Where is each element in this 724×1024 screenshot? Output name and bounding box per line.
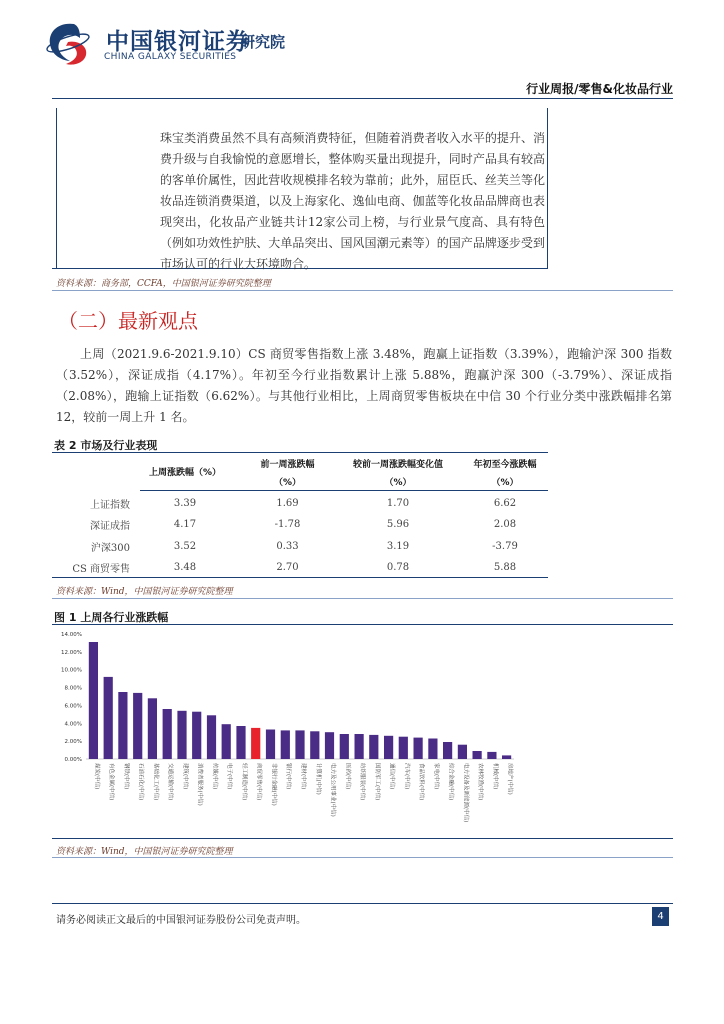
x-tick-label: 家电(中信) [432,763,439,790]
table-row-label: 上证指数 [90,500,130,511]
chart-title: 图 1 上周各行业涨跌幅 [54,611,169,624]
x-tick-label: 纺织服装(中信) [359,763,366,801]
bar-家电(中信) [428,739,437,760]
table-header-col1: 上周涨跌幅（%） [148,468,222,478]
table-header-col3-unit: （%） [384,478,412,488]
x-tick-label: 煤炭(中信) [93,763,100,790]
y-tick-label: 2.00% [64,739,82,746]
bar-有色金属(中信) [104,677,113,759]
table-cell: 3.39 [173,498,197,509]
table-caption: 表 2 市场及行业表现 [54,439,158,452]
chart-source-underline [52,857,673,858]
page-number: 4 [652,907,669,926]
text-box-left-border [56,108,57,268]
y-tick-label: 0.00% [64,757,82,763]
table-cell: 3.52 [173,541,197,552]
report-type: 行业周报/零售&化妆品行业 [526,82,673,96]
table-source-underline [52,598,673,599]
x-tick-label: 有色金属(中信) [108,763,115,801]
bar-机械(中信) [487,752,496,759]
bar-石油石化(中信) [133,693,142,759]
x-tick-label: 机械(中信) [491,763,498,790]
table-cell: 2.70 [276,562,299,573]
table-cell: 0.33 [276,541,299,552]
table-header-col2: 前一周涨跌幅 [260,460,315,470]
table-header-col4: 年初至今涨跌幅 [473,460,537,470]
x-tick-label: 电力及公用事业(中信) [329,763,336,817]
table-bottom-rule [52,577,548,578]
x-tick-label: 商贸零售(中信) [255,763,262,801]
bar-汽车(中信) [399,737,408,759]
x-tick-label: 基础化工(中信) [152,763,159,801]
source-underline [52,290,673,291]
x-tick-label: 农林牧渔(中信) [477,763,484,801]
x-tick-label: 综合金融(中信) [447,763,454,801]
chart-source: 资料来源：Wind，中国银河证券研究院整理 [56,847,233,857]
table-row-label: 沪深300 [90,543,130,554]
x-tick-label: 建筑(中信) [181,763,188,790]
bar-医药(中信) [340,734,349,759]
table-header-col2-unit: （%） [273,478,302,488]
x-tick-label: 钢铁(中信) [122,763,129,790]
footer-divider [52,903,673,904]
table-cell: 1.69 [276,498,299,509]
x-tick-label: 医药(中信) [344,763,351,790]
table-cell: -1.78 [274,519,301,530]
y-tick-label: 4.00% [64,721,82,728]
x-tick-label: 消费者服务(中信) [196,763,203,806]
bar-非银行金融(中信) [266,730,275,760]
section-title: （二）最新观点 [58,309,198,333]
x-tick-label: 房地产(中信) [506,763,513,795]
table-header-col4-unit: （%） [491,478,519,488]
x-tick-label: 银行(中信) [285,763,292,790]
table-cell: 3.48 [173,562,197,573]
bar-交通运输(中信) [163,709,172,759]
bar-电力设备及新能源(中信) [458,745,467,759]
table-row-label: CS 商贸零售 [72,564,130,575]
section-paragraph: 上周（2021.9.6-2021.9.10）CS 商贸零售指数上涨 3.48%，跑赢上证指数（3.39%），跑输沪深 300 指数（3.52%），深证成指（4.17%）。年初至今行业指数累计上涨 5.88%，跑赢沪深 300（-3.79%）、深证成指（2.08%），跑输上证指数（6.62%）。与其他行业相比，上周商贸零售板块在中信 30 个行业分类中涨跌幅排名第 12，较前一周上升 1 名。 [56,347,672,424]
industry-bar-chart [52,628,522,838]
table-cell: 4.17 [173,519,197,530]
table-cell: -3.79 [492,541,518,552]
y-tick-label: 10.00% [61,667,82,674]
table-cell: 3.19 [386,541,410,552]
bar-建材(中信) [295,730,304,759]
brand-name-en: CHINA GALAXY SECURITIES [104,52,237,62]
bar-通信(中信) [384,736,393,759]
company-logo-icon [44,20,92,66]
bar-电子(中信) [222,724,231,759]
table-cell: 6.62 [493,498,517,509]
bar-电力及公用事业(中信) [325,732,334,759]
x-tick-label: 计算机(中信) [314,763,321,795]
y-tick-label: 14.00% [61,632,82,638]
bar-银行(中信) [281,730,290,759]
bar-商贸零售(中信) [251,728,260,759]
bar-轻工制造(中信) [236,726,245,759]
y-tick-label: 12.00% [61,649,82,656]
bar-国防军工(中信) [369,735,378,759]
bar-建筑(中信) [177,711,186,759]
bar-消费者服务(中信) [192,712,201,759]
x-tick-label: 电力设备及新能源(中信) [462,763,469,823]
disclaimer-note: 请务必阅读正文最后的中国银河证券股份公司免责声明。 [56,915,306,926]
x-tick-label: 电子(中信) [226,763,233,790]
bar-煤炭(中信) [89,642,98,759]
text-box-paragraph: 珠宝类消费虽然不具有高频消费特征，但随着消费者收入水平的提升、消费升级与自我愉悦的意愿增长，整体购买量出现提升，同时产品具有较高的客单价属性，因此营收规模排名较为靠前；此外，屈臣氏、丝芙兰等化妆品连锁消费渠道，以及上海家化、逸仙电商、伽蓝等化妆品品牌商也表现突出，化妆品产业链共计12家公司上榜，与行业景气度高、具有特色（例如功效性护肤、大单品突出、国风国潮元素等）的国产品牌逐步受到市场认可的行业大环境吻合。 [160,131,545,271]
y-tick-label: 6.00% [64,703,82,710]
bar-房地产(中信) [502,755,511,759]
bar-传媒(中信) [207,715,216,759]
table-cell: 0.78 [386,562,410,573]
x-tick-label: 传媒(中信) [211,763,218,790]
x-tick-label: 石油石化(中信) [137,763,144,801]
bar-综合金融(中信) [443,742,452,759]
x-tick-label: 非银行金融(中信) [270,763,277,806]
x-tick-label: 交通运输(中信) [167,763,174,801]
x-tick-label: 建材(中信) [300,763,306,790]
x-tick-label: 国防军工(中信) [373,763,380,801]
bar-计算机(中信) [310,731,319,759]
bar-食品饮料(中信) [414,738,423,759]
x-tick-label: 通信(中信) [388,763,395,790]
table-cell: 1.70 [386,498,410,509]
x-tick-label: 食品饮料(中信) [418,763,425,801]
header-divider [52,98,673,99]
brand-name-cn: 中国银河证券 [106,29,250,55]
bar-纺织服装(中信) [355,734,364,759]
chart-top-rule [52,624,673,625]
brand-suffix: 研究院 [240,33,286,51]
bar-钢铁(中信) [118,692,127,759]
table-top-rule [52,452,548,453]
x-tick-label: 轻工制造(中信) [240,763,247,801]
table-row-label: 深证成指 [90,521,130,532]
table-header-col3: 较前一周涨跌幅变化值 [352,460,443,470]
x-tick-label: 汽车(中信) [403,763,410,790]
table-cell: 5.88 [493,562,517,573]
text-box-right-border [547,108,548,268]
table-header-rule [140,490,548,491]
table-cell: 5.96 [386,519,410,530]
table-cell: 2.08 [493,519,517,530]
table-source: 资料来源：Wind，中国银河证券研究院整理 [56,587,233,597]
chart-bottom-rule [52,838,673,839]
y-tick-label: 8.00% [64,685,82,692]
bar-基础化工(中信) [148,698,157,759]
bar-农林牧渔(中信) [473,751,482,759]
text-box-source: 资料来源：商务部，CCFA，中国银河证券研究院整理 [56,279,271,289]
